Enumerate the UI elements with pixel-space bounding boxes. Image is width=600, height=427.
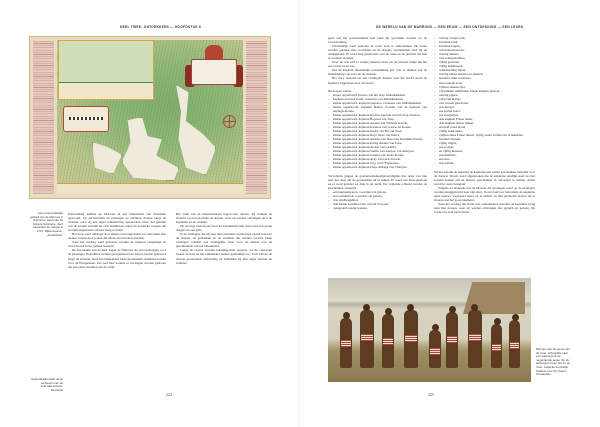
list-item: – oplegpand zonder kousen.: [328, 206, 427, 210]
list-item: – kwintaal kruit,: [434, 40, 535, 44]
list-item: – een mes,: [434, 157, 535, 161]
list-item: – twintig pijpen,: [434, 93, 535, 97]
list-item: – drie kleine kommen bont van elk 25 pond,: [328, 202, 427, 206]
paragraph: Langs de oevers werden handelsposten opgezet, en de contacten tussen de kust en het binnenland namen geleidelijk toe. Toch bleven de dorpen grotendeels zelfstandig en behielden zij hun eigen bestuur en tradities.: [176, 248, 272, 265]
list-item: – kleine opperhoofd, kapitein Jaay van L'Esperance,: [328, 161, 427, 165]
paragraph: Het dorp bestond uit een twintigtal huizen. Aan het hoofd stond de kapitein, bijgestaan door de basja's.: [328, 76, 427, 85]
paragraph: Dat de kapitein uiteindelijk toestemming gaf, was te danken aan de bemiddeling van een van de oudsten.: [328, 68, 427, 77]
list-item: – kleine opperhoofd, kapitein Sambo van Aanpoe van Ameyaw,: [328, 149, 427, 153]
list-item: – achtentwintig bijlen,: [434, 68, 535, 72]
list-item: – kleine opperhoofd, kapitein Kathy Albetie van Toea,: [328, 141, 427, 145]
list-item: – vijftig ringen,: [434, 141, 535, 145]
goods-list: [434, 36, 535, 166]
paragraph: Op een dag vertrok een boot uit Paramaribo met aan boord een groep dragers en een gids.: [176, 224, 272, 233]
paragraph: In de verslagen die zij naar huis stuurden, beschreven zij het leven in de dorpen, de gebruiken en de verhalen die werden verteld. Deze verslagen vormen een belangrijke bron voor de kennis van de geschiedenis van het binnenland.: [176, 232, 272, 249]
list-item: – een wandelstok, voorzien van galons,: [328, 194, 427, 198]
list-item: – vijftien stuks Friese linnen, vijftig ander stoffen om te bekleden,: [434, 133, 535, 137]
map-legend-right: [246, 41, 267, 194]
left-text-column-2: [176, 212, 272, 265]
list-item: – acht kabbeltouwen,: [434, 48, 535, 52]
list-item: – kwintaal kogels,: [434, 44, 535, 48]
list-item: – een helmbus,: [434, 153, 535, 157]
historic-map-figure: [29, 36, 271, 199]
list-item: – drie geldbeugeltjes,: [328, 198, 427, 202]
list-item: – een spiegel,: [434, 105, 535, 109]
secondary-caption: Gebruikelijke kaart uit de archieven van de koloniale kolonie, Suriname: [31, 377, 63, 392]
paragraph: Vervolgens gingen de gouvernementsafgevaardigden met ieder van hen naar het dorp om de geschenken uit te reiken. Er werd een feest gegeven en er werd gedanst tot diep in de nacht. De volgende ochtend werden de geschenken verdeeld:: [328, 173, 427, 190]
list-item: – vijftig kapmessen,: [434, 64, 535, 68]
list-item: – kleine opperhoofd, kapitein Kwakoe van Gaaloe Ai Konde,: [328, 125, 427, 129]
list-item: – een half pond draad,: [434, 125, 535, 129]
left-page-number: 224: [166, 392, 172, 397]
list-item: – vijf pakken snuiftabak. Plasja kruiken jenever,: [434, 89, 535, 93]
paragraph: Verder schonk de regering de kapiteins een aantal geschenken bestemd voor de dorpen. Tevens werd afgesproken dat de kapiteins jaarlijks naar de stad zouden komen om de nieuwe geschenken in ontvangst te nemen. Aldus werd de vrede bezegeld.: [434, 169, 535, 186]
list-item: – en vijftig kussens,: [434, 149, 535, 153]
right-running-head: DE WERELD VAN DE MARRONS — EEN EEUW — EEN ONTDEKKING — EEN LEVEN: [376, 25, 524, 29]
right-page: [300, 0, 600, 427]
list-item: – kleine opperhoofd, kapitein Kojo Wese van Warra,: [328, 133, 427, 137]
list-item: – drie stukken Friese laken,: [434, 117, 535, 121]
list-item: – een tonnetje zout,: [434, 81, 535, 85]
paragraph: gaan wat het gouvernement had laten bij gevonden worden tot de voorbereiding.: [328, 36, 427, 45]
list-item: – drie stukken blauw linnen,: [434, 121, 535, 125]
list-item: – kleine opperhoofd, kapitein Kathy van Bij van Toea,: [328, 129, 427, 133]
list-item: – Kaper opperhoofd Toeboe van het dorp Ambrikiekasie,: [328, 93, 427, 97]
map-coastline: [57, 183, 243, 194]
list-item: – kleine opperhoofd, kapitein Aquine van Tabbetje Konde,: [328, 121, 427, 125]
list-item: – twintig kleine messen en sabelen,: [434, 72, 535, 76]
list-item: – honderd stuks zoutvlees,: [434, 76, 535, 80]
list-item: – kleine opperhoofd, kapitein Kwassi Agossie van het dorp Cheuwe,: [328, 113, 427, 117]
list-item: – twintig vaatjes rum,: [434, 36, 535, 40]
paragraph: Volgens de afspraak zou de Marron die gevangen werd op de plantages worden teruggebracht naar zijn dorp. In ruil daarvoor beloofden de kapiteins geen nieuwe weglopers meer op te nemen en alle gevluchte slaven uit te leveren aan het gouvernement.: [434, 185, 535, 202]
paragraph: Over de reis zelf is weinig bekend, maar uit de brieven blijkt dat het een zware tocht was.: [328, 60, 427, 69]
list-item: – kleine opperhoofd, kapitein Andrias van Nasa van Kwamma Konde,: [328, 137, 427, 141]
map-inset: [58, 40, 154, 100]
list-item: – zes potten boter,: [434, 109, 535, 113]
photo-person: [446, 312, 458, 368]
list-intro: De dorpen waren:: [328, 88, 352, 93]
paragraph: De kolonisten aan de kust zagen de Marrons als een bedreiging voor de plantages. Expedities werden georganiseerd en forten werden gebouwd langs de rivieren, maar het binnenland bleef grotendeels onbekend terrein voor de Europeanen. Pas veel later zouden er verdragen worden gesloten die een einde maakten aan de strijd.: [68, 248, 166, 269]
compass-rose-icon: [223, 115, 236, 128]
list-item: – vier bossen ijzerdraad,: [434, 101, 535, 105]
list-item: – kleine opperhoofd, kapitein Bopaasi van Toea,: [328, 117, 427, 121]
photo-person: [429, 330, 441, 368]
chiefs-list: [328, 93, 427, 170]
paragraph: Uiteindelijk werd besloten de tocht toch te ondernemen. De boten werden geladen met voorraden en de dragers verzamelden zich bij de aanlegplaats. Er werd lang gesproken over de route en de gevaren die hen te wachten stonden.: [328, 44, 427, 61]
photo-person: [468, 310, 482, 368]
list-item: – kleine opperhoofd, kapitein Jaapatoe, eveneens van Ambrikiekasie,: [328, 101, 427, 105]
right-text-column-2: [434, 36, 535, 214]
list-item: – vijftig zakdoeken,: [434, 129, 535, 133]
paragraph: Eeuwenlang hebben de Marrons in het binnenland van Suriname gewoond. Zij ontvluchtten de plantages en stichtten dorpen langs de rivieren, waar zij een eigen samenleving opbouwden. Door het gebruik van de bossen konden zij zich handhaven tegen de koloniale troepen die werden uitgestuurd om hen terug te halen.: [68, 212, 166, 233]
list-item: – zes spiegeltjes,: [434, 113, 535, 117]
list-item: – honderd mutsen,: [434, 137, 535, 141]
list-item: – een ponsje,: [434, 145, 535, 149]
paragraph: Het werk van de missionarissen begon kort daarna. Zij trokken de rivieren op en bezochten de dorpen, waar zij werden ontvangen door de kapiteins en de oudsten.: [176, 212, 272, 225]
list-item: – kleine opperhoofd, kapitein Andrie van Castilla,: [328, 145, 427, 149]
right-page-number: 225: [428, 392, 434, 397]
photo-caption: Marrons aan de oever van de rivier. Lithografie naar een tekening uit de negentiende eeuw. Op de achtergrond een hut en de rivier. Collectie Koninklijk Instituut voor de Tropen, Amsterdam.: [536, 347, 570, 377]
map-cartouche: [185, 45, 243, 93]
list-item: – twintig dekens,: [434, 52, 535, 56]
photo-person: [340, 318, 352, 368]
list-item: – kleine opperhoofd, kapitein Avey van Gedo Konde,: [328, 157, 427, 161]
paragraph: Toen het verdrag werd gesloten, werden de grenzen vastgelegd en werd de rust in het gebied hersteld.: [68, 240, 166, 249]
photo-person: [382, 314, 394, 368]
list-item: – een wabibi.: [434, 161, 535, 165]
gifts-list: [328, 190, 427, 210]
historic-photo-figure: [328, 278, 531, 382]
list-item: – kleine opperhoofd, kapitein Piepa Adhege van Chingwe.: [328, 165, 427, 169]
list-item: – vijftig geweren,: [434, 60, 535, 64]
photo-person: [360, 310, 374, 368]
map-legend-left: [33, 41, 54, 194]
list-item: – vier scheepskoffers,: [434, 56, 535, 60]
map-scale-cartouche: [63, 106, 109, 132]
paragraph: Toen het verdrag ten slotte was ondertekend, keerden de kapiteins terug naar hun dorpen, waar zij werden ontvangen met gejuich en gezang. De vrede zou vele jaren duren.: [434, 201, 535, 214]
photo-person: [509, 320, 520, 368]
list-item: – kleine opperhoofd, kapitein Gandoe van Gedo Konde,: [328, 153, 427, 157]
right-text-column-1: [328, 36, 427, 210]
list-item: – kleine opperhoofd, kapitein Bailoe, broeder van de kapitein van Andugu-Konde,: [328, 105, 427, 113]
map-caption: Het oorspronkelijke gebied van de Marrons in Suriname: kaart van de kolonie Suriname, door Alexander de Lavaux in 1737. Rijksmuseum, Amsterdam.: [30, 211, 63, 237]
left-text-column-1: [68, 212, 166, 269]
list-item: – een kapiteinsjapon, voorzien van galons,: [328, 190, 427, 194]
list-item: – kapitein en basja Gaim, eveneens van Ambrikiekasie,: [328, 97, 427, 101]
photo-person: [404, 310, 418, 368]
list-item: – vijf pond kralen,: [434, 97, 535, 101]
left-running-head: DEEL TWEE: ONTDEKKERS — HOOFDSTUK 6: [120, 25, 202, 29]
list-item: – vijftien zakken rijst,: [434, 85, 535, 89]
photo-person: [491, 324, 502, 368]
paragraph: Het dorp werd omringd door akkers en kostgronden, en verbonden met andere dorpen door paden die alleen de bewoners kenden.: [68, 232, 166, 241]
